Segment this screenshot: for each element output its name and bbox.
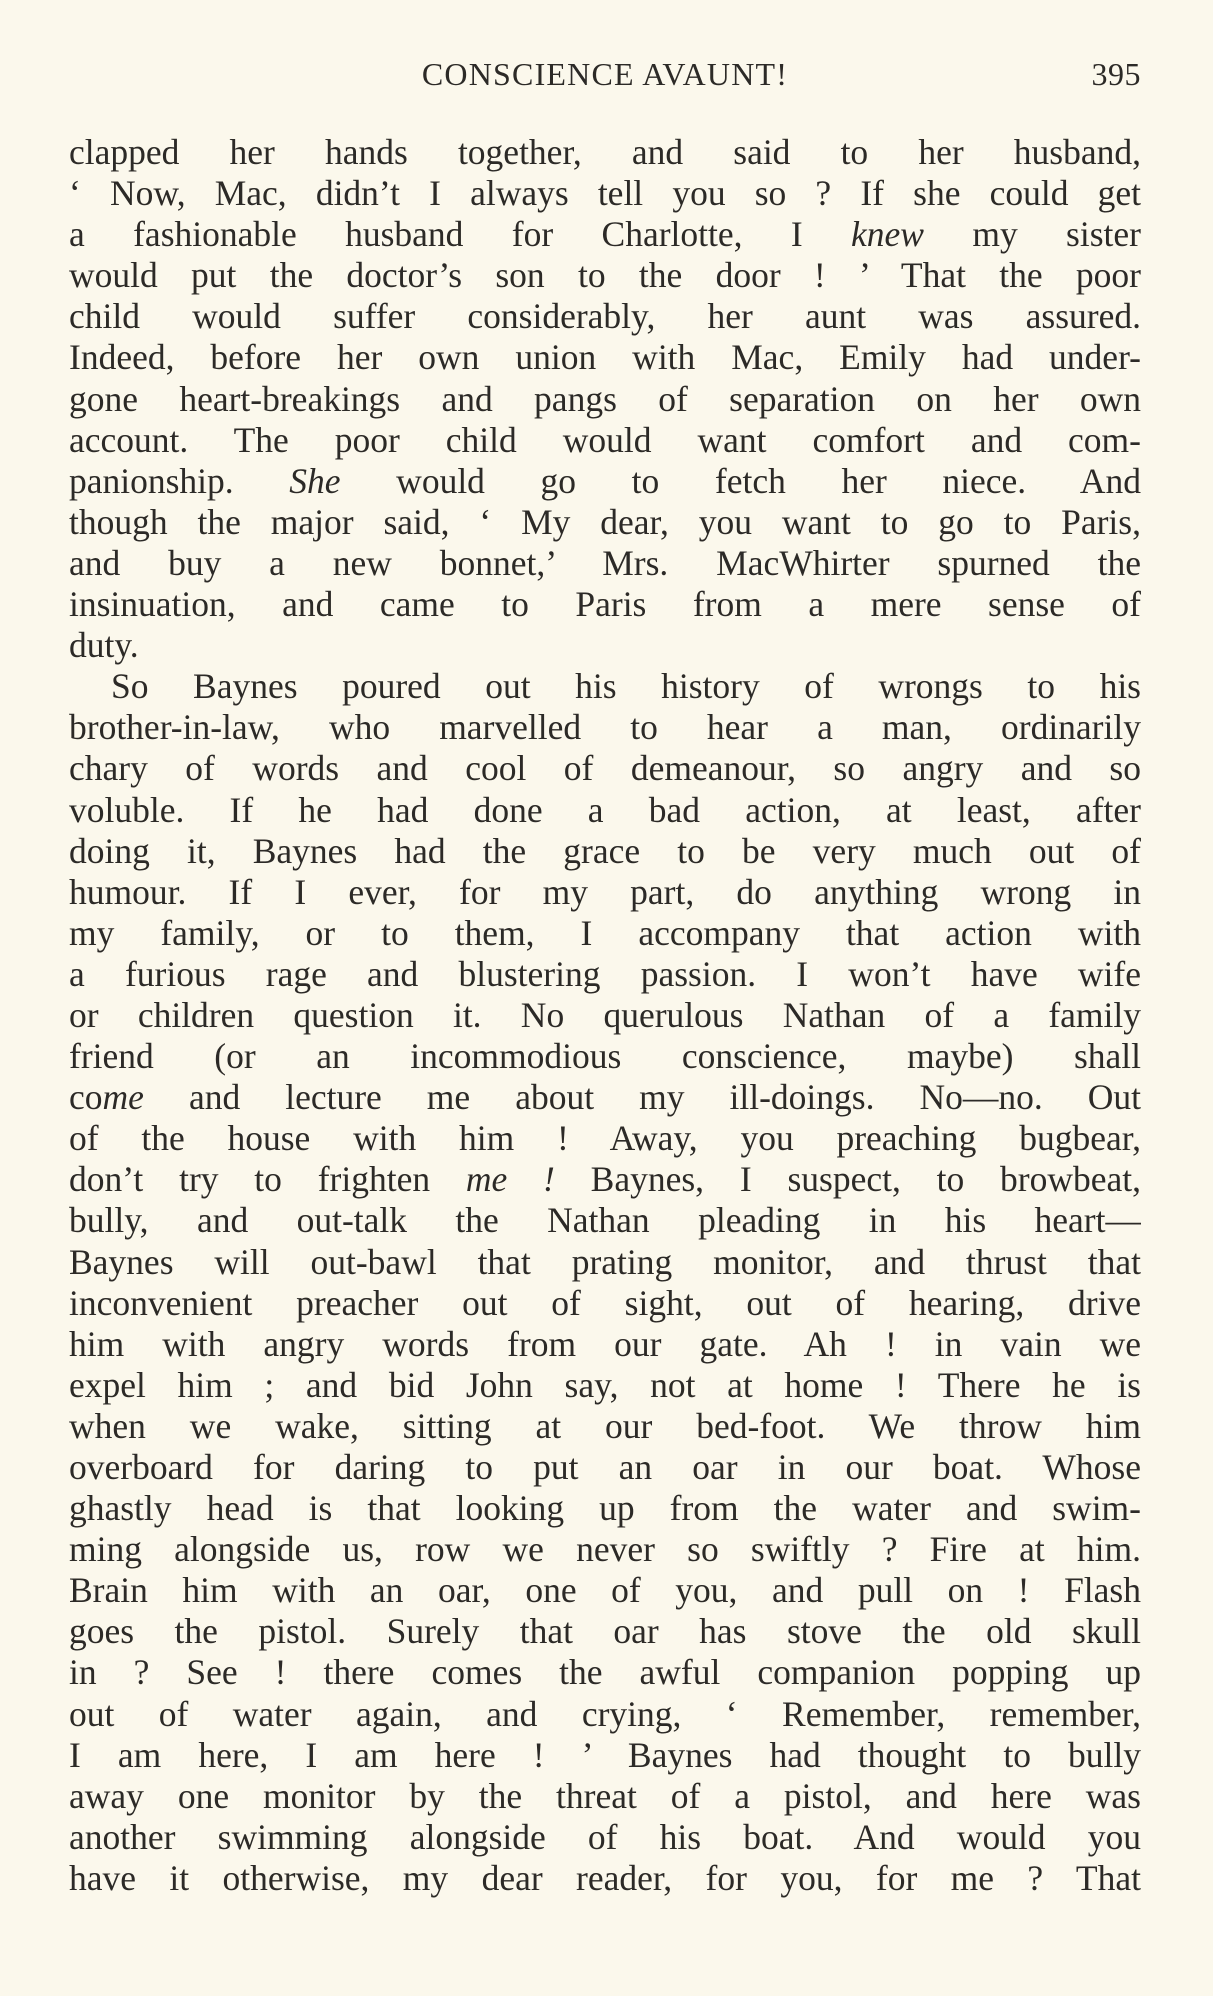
text-line: expel him ; and bid John say, not at home ! There he is	[69, 1364, 1141, 1405]
text-line: Brain him with an oar, one of you, and pull on ! Flash	[69, 1570, 1141, 1611]
text-line: voluble. If he had done a bad action, at least, after	[69, 789, 1141, 830]
text-line: away one monitor by the threat of a pistol, and here was	[69, 1775, 1141, 1816]
text-line: though the major said, ‘ My dear, you want to go to Paris,	[69, 501, 1141, 542]
text-line: and buy a new bonnet,’ Mrs. MacWhirter spurned the	[69, 542, 1141, 583]
text-line: overboard for daring to put an oar in our boat. Whose	[69, 1447, 1141, 1487]
text-line: my family, or to them, I accompany that action with	[69, 912, 1141, 953]
text-line: account. The poor child would want comfort and com-	[69, 419, 1141, 460]
text-line: or children question it. No querulous Nathan of a family	[69, 994, 1141, 1035]
text-line: bully, and out-talk the Nathan pleading in his heart—	[69, 1200, 1141, 1241]
text-line: insinuation, and came to Paris from a mere sense of	[69, 584, 1141, 625]
text-line: would put the doctor’s son to the door ! ’ That the poor	[69, 255, 1141, 296]
text-line: ming alongside us, row we never so swiftly ? Fire at him.	[69, 1529, 1141, 1570]
text-line: have it otherwise, my dear reader, for you, for me ? That	[69, 1857, 1141, 1898]
text-line: another swimming alongside of his boat. And would you	[69, 1816, 1141, 1857]
text-line: out of water again, and crying, ‘ Remember, remember,	[69, 1693, 1141, 1734]
text-line: chary of words and cool of demeanour, so angry and so	[69, 748, 1141, 789]
text-line: come and lecture me about my ill-doings. No—no. Out	[69, 1077, 1141, 1118]
text-line: child would suffer considerably, her aunt was assured.	[69, 296, 1141, 337]
text-line: when we wake, sitting at our bed-foot. We throw him	[69, 1405, 1141, 1446]
text-line: duty.	[69, 625, 139, 666]
text-line: Baynes will out-bawl that prating monitor, and thrust that	[69, 1241, 1141, 1282]
text-line: brother-in-law, who marvelled to hear a man, ordinarily	[69, 707, 1141, 748]
text-line: inconvenient preacher out of sight, out of hearing, drive	[69, 1282, 1141, 1323]
text-line: of the house with him ! Away, you preaching bugbear,	[69, 1118, 1141, 1159]
text-line: him with angry words from our gate. Ah ! in vain we	[69, 1323, 1141, 1364]
page-header	[69, 56, 1141, 104]
text-line: friend (or an incommodious conscience, maybe) shall	[69, 1036, 1141, 1077]
text-line: humour. If I ever, for my part, do anything wrong in	[69, 871, 1141, 912]
text-line: clapped her hands together, and said to her husband,	[69, 132, 1141, 172]
page-number: 395	[1091, 56, 1141, 92]
text-line: panionship. She would go to fetch her niece. And	[69, 460, 1141, 501]
text-line: ghastly head is that looking up from the water and swim-	[69, 1488, 1141, 1529]
text-line: goes the pistol. Surely that oar has stove the old skull	[69, 1611, 1141, 1652]
text-line: gone heart-breakings and pangs of separation on her own	[69, 378, 1141, 419]
text-line: ‘ Now, Mac, didn’t I always tell you so ? If she could get	[69, 173, 1141, 214]
text-line: Indeed, before her own union with Mac, Emily had under-	[69, 337, 1141, 378]
body-text	[69, 132, 1141, 1899]
text-line: So Baynes poured out his history of wrongs to his	[111, 666, 1141, 707]
text-line: a furious rage and blustering passion. I won’t have wife	[69, 953, 1141, 994]
running-head: CONSCIENCE AVAUNT!	[421, 56, 789, 92]
text-line: in ? See ! there comes the awful companion popping up	[69, 1652, 1141, 1693]
text-line: I am here, I am here ! ’ Baynes had thought to bully	[69, 1734, 1141, 1775]
text-line: don’t try to frighten me ! Baynes, I suspect, to browbeat,	[69, 1159, 1141, 1200]
text-line: a fashionable husband for Charlotte, I knew my sister	[69, 214, 1141, 255]
text-line: doing it, Baynes had the grace to be very much out of	[69, 830, 1141, 871]
